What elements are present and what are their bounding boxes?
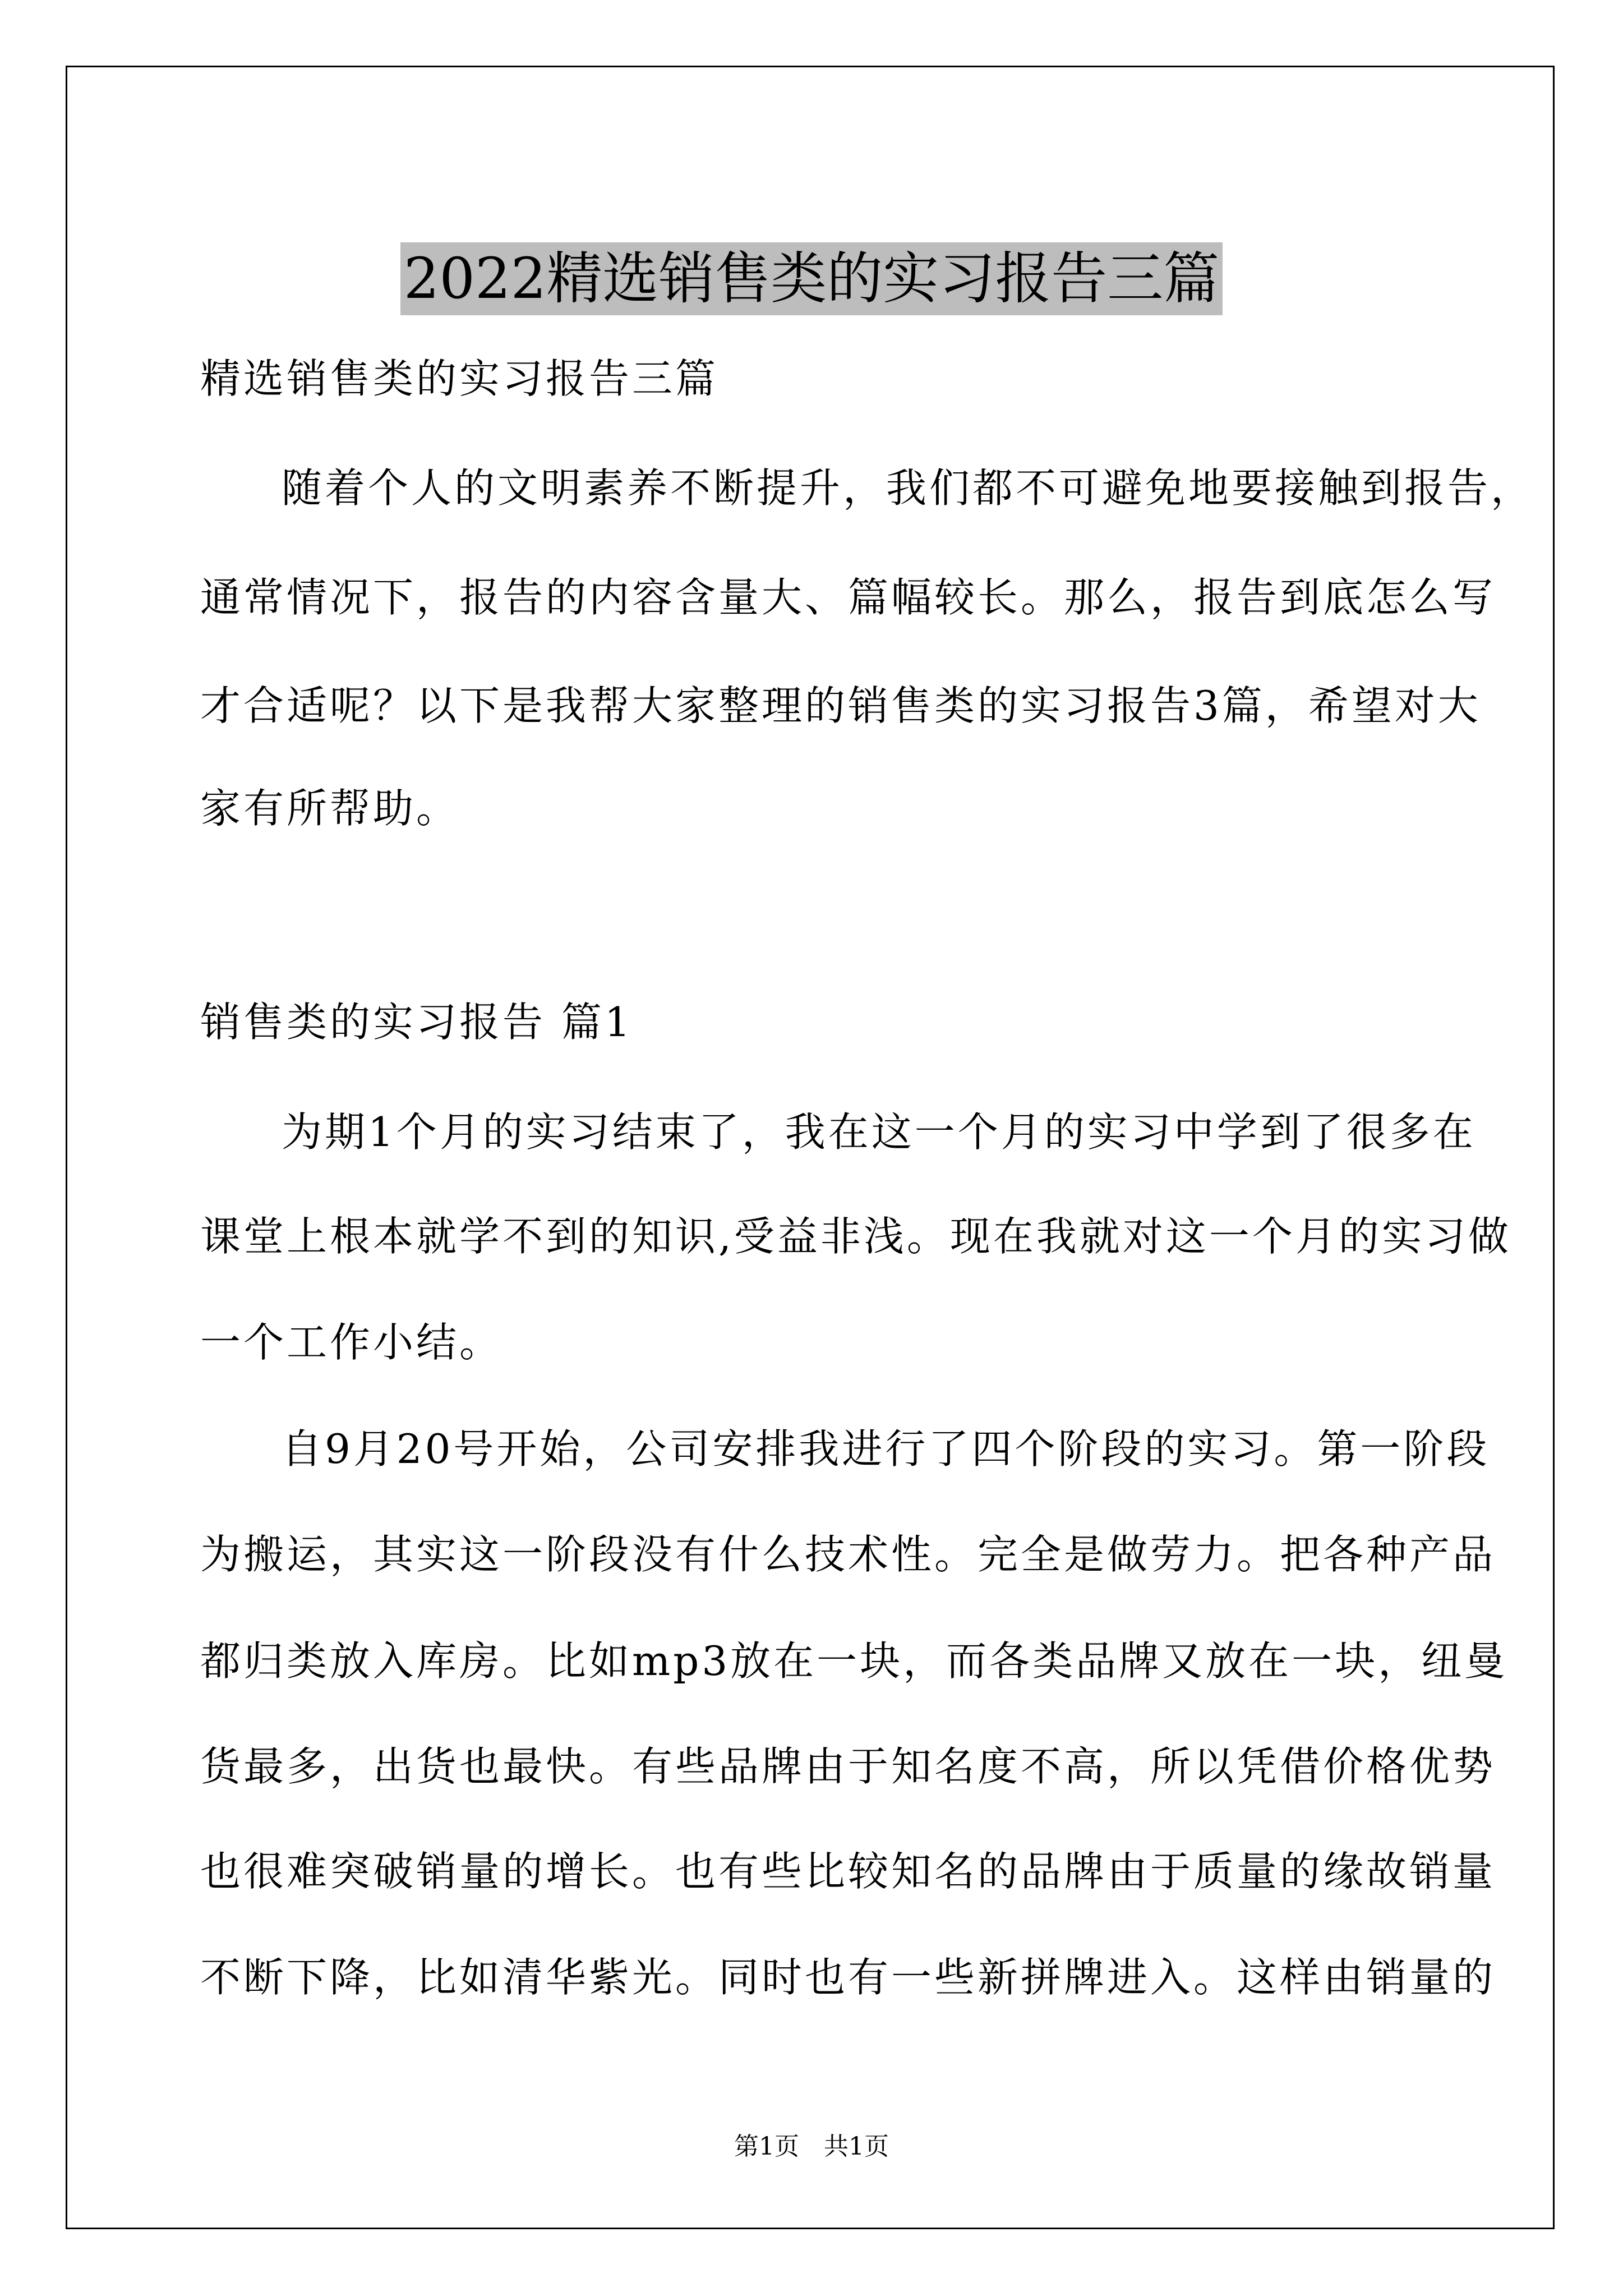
paragraph-line: 为搬运，其实这一阶段没有什么技术性。完全是做劳力。把各种产品 xyxy=(200,1531,1496,1578)
paragraph-line: 都归类放入库房。比如mp3放在一块，而各类品牌又放在一块，纽曼 xyxy=(200,1637,1508,1685)
title-container xyxy=(0,205,1623,353)
intro-line: 家有所帮助。 xyxy=(200,785,460,832)
section-heading: 销售类的实习报告 篇1 xyxy=(200,999,633,1046)
paragraph-line: 课堂上根本就学不到的知识,受益非浅。现在我就对这一个月的实习做 xyxy=(200,1213,1511,1260)
page-footer: 第1页 共1页 xyxy=(734,2132,889,2161)
document-title: 2022精选销售类的实习报告三篇 xyxy=(400,242,1223,315)
paragraph-line: 也很难突破销量的增长。也有些比较知名的品牌由于质量的缘故销量 xyxy=(200,1848,1496,1895)
subtitle: 精选销售类的实习报告三篇 xyxy=(200,355,719,402)
paragraph-line: 为期1个月的实习结束了，我在这一个月的实习中学到了很多在 xyxy=(282,1108,1476,1156)
intro-line: 才合适呢？以下是我帮大家整理的销售类的实习报告3篇，希望对大 xyxy=(200,682,1481,729)
paragraph-line: 一个工作小结。 xyxy=(200,1319,503,1366)
intro-line: 随着个人的文明素养不断提升，我们都不可避免地要接触到报告， xyxy=(282,464,1534,512)
paragraph-line: 货最多，出货也最快。有些品牌由于知名度不高，所以凭借价格优势 xyxy=(200,1743,1496,1790)
paragraph-line: 不断下降，比如清华紫光。同时也有一些新拼牌进入。这样由销量的 xyxy=(200,1954,1496,2001)
intro-line: 通常情况下，报告的内容含量大、篇幅较长。那么，报告到底怎么写 xyxy=(200,574,1496,621)
paragraph-line: 自9月20号开始，公司安排我进行了四个阶段的实习。第一阶段 xyxy=(282,1425,1490,1473)
